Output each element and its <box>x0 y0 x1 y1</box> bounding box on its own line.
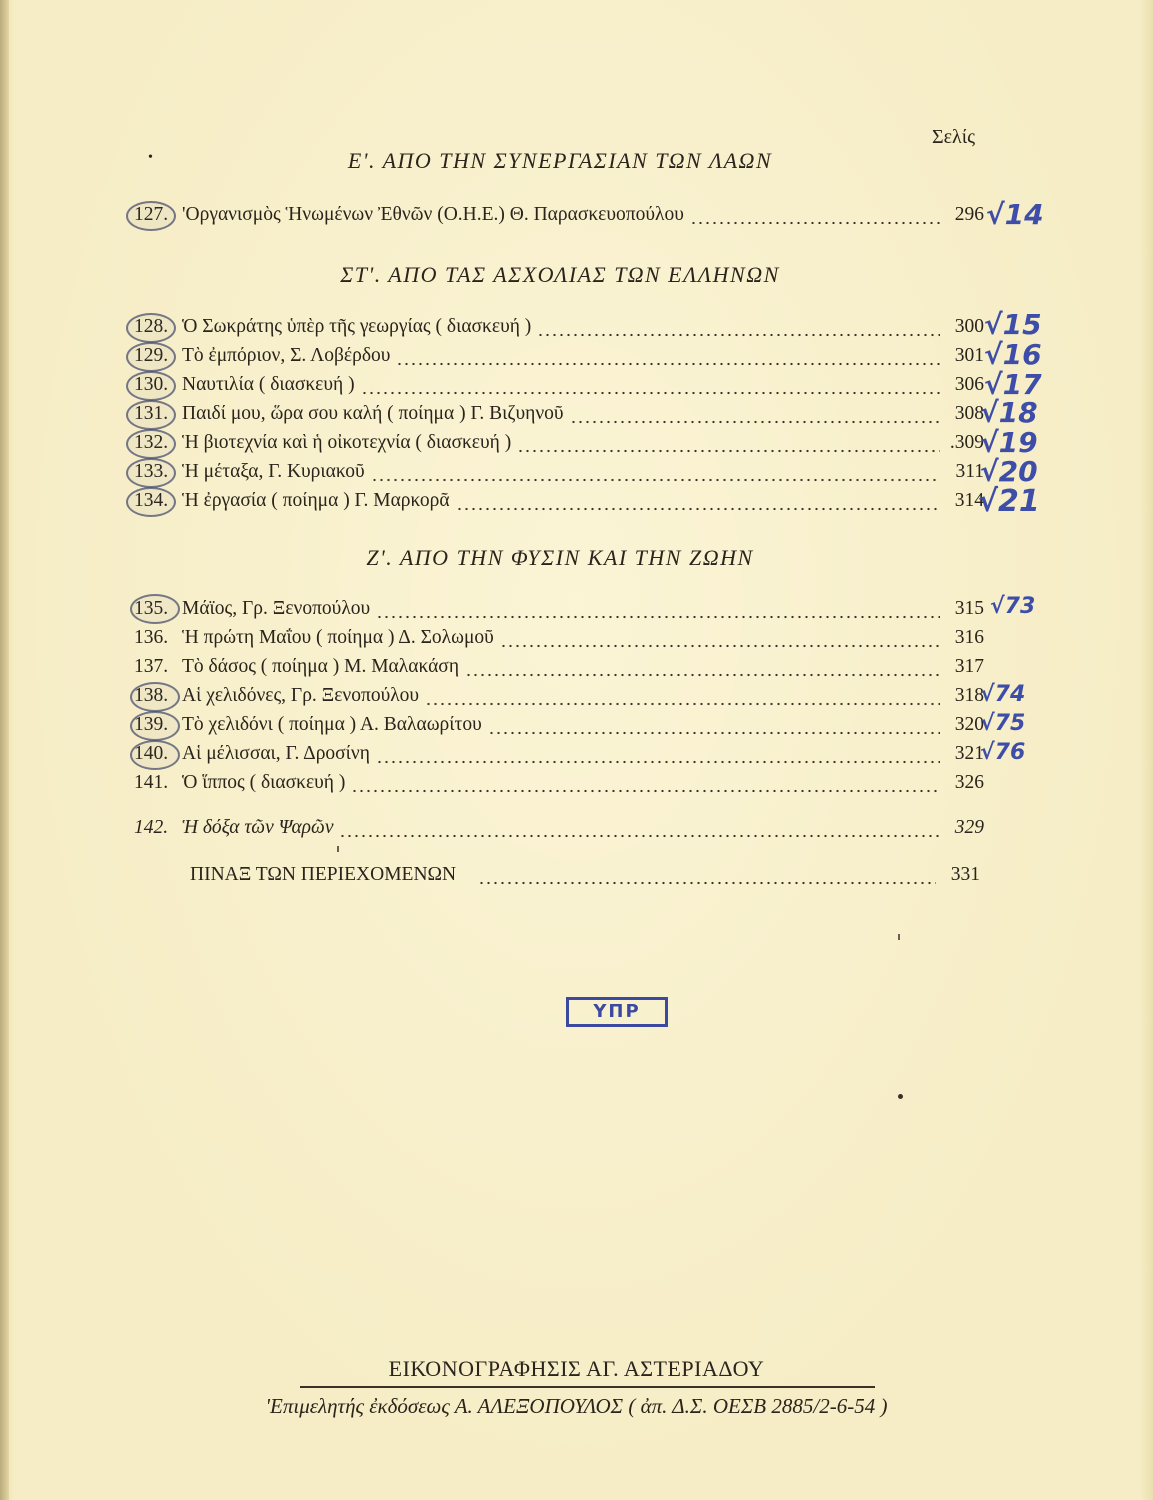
entry-number: 134. <box>134 490 169 511</box>
toc-entry-134[interactable] <box>134 490 984 516</box>
entry-page: 331 <box>950 864 980 885</box>
toc-entry-130[interactable] <box>134 374 984 400</box>
entry-page: .309 <box>949 432 984 453</box>
dot-leader <box>465 659 940 677</box>
dot-leader <box>500 630 940 648</box>
entry-page: 301 <box>954 345 984 366</box>
dot-leader <box>351 775 940 793</box>
dot-leader <box>456 493 940 511</box>
entry-page: 321 <box>954 743 984 764</box>
dot-leader <box>361 377 940 395</box>
entry-page: 320 <box>954 714 984 735</box>
entry-page: 318 <box>954 685 984 706</box>
dot-leader <box>488 717 940 735</box>
binding-edge <box>0 0 9 1500</box>
toc-entry-index[interactable] <box>190 864 980 890</box>
entry-number: 128. <box>134 316 169 337</box>
entry-page: 306 <box>954 374 984 395</box>
handwritten-check-mark: √17 <box>984 368 1042 401</box>
dot-leader <box>376 601 940 619</box>
entry-title: Τὸ ἐμπόριον, Σ. Λοβέρδου <box>182 345 391 366</box>
illustrations-credit: ΕΙΚΟΝΟΓΡΑΦΗΣΙΣ ΑΓ. ΑΣΤΕΡΙΑΔΟΥ <box>388 1356 765 1381</box>
toc-entry-139[interactable] <box>134 714 984 740</box>
toc-entry-133[interactable] <box>134 461 984 487</box>
pencil-circle <box>126 371 176 401</box>
ink-speck <box>898 1094 903 1099</box>
toc-entry-128[interactable] <box>134 316 984 342</box>
dot-leader <box>570 406 940 424</box>
entry-title: Παιδί μου, ὥρα σου καλή ( ποίημα ) Γ. Βιζυηνοῦ <box>182 403 564 424</box>
toc-entry-129[interactable] <box>134 345 984 371</box>
toc-entry-127[interactable] <box>134 204 984 230</box>
pencil-tick <box>898 934 900 940</box>
entry-page: 317 <box>954 656 984 677</box>
entry-page: 314 <box>954 490 984 511</box>
entry-page: 326 <box>954 772 984 793</box>
handwritten-check-mark: √19 <box>980 426 1038 459</box>
pencil-circle <box>126 400 176 430</box>
entry-number: 127. <box>134 204 169 225</box>
entry-number: 132. <box>134 432 169 453</box>
ink-dot: • <box>148 150 153 165</box>
entry-number: 140. <box>134 743 169 764</box>
section-heading-z: Ζ'. ΑΠΟ ΤΗΝ ΦΥΣΙΝ ΚΑΙ ΤΗΝ ΖΩΗΝ <box>366 545 754 570</box>
handwritten-check-mark: √15 <box>984 308 1042 341</box>
entry-page: 311 <box>955 461 984 482</box>
entry-title: ΠΙΝΑΞ ΤΩΝ ΠΕΡΙΕΧΟΜΕΝΩΝ <box>190 864 457 885</box>
handwritten-check-mark: √20 <box>980 455 1038 488</box>
toc-entry-140[interactable] <box>134 743 984 769</box>
dot-leader <box>478 867 936 885</box>
dot-leader <box>517 435 940 453</box>
pencil-circle <box>126 342 176 372</box>
handwritten-check-mark: √73 <box>990 594 1036 619</box>
entry-number: 133. <box>134 461 169 482</box>
dot-leader <box>396 348 940 366</box>
entry-page: 296 <box>954 204 984 225</box>
handwritten-check-mark: √16 <box>984 338 1042 371</box>
pencil-tick <box>337 846 339 852</box>
entry-title: Τὸ δάσος ( ποίημα ) Μ. Μαλακάση <box>182 656 460 677</box>
ink-stamp: ΥΠΡ <box>566 997 668 1027</box>
toc-entry-132[interactable] <box>134 432 984 458</box>
entry-number: 136. <box>134 627 169 648</box>
handwritten-check-mark: √76 <box>980 740 1026 765</box>
entry-number: 131. <box>134 403 169 424</box>
dot-leader <box>425 688 940 706</box>
pencil-circle <box>130 682 180 712</box>
entry-page: 308 <box>954 403 984 424</box>
entry-title: 'Οργανισμὸς Ἡνωμένων Ἐθνῶν (Ο.Η.Ε.) Θ. Παρασκευοπούλου <box>182 204 684 225</box>
entry-number: 139. <box>134 714 169 735</box>
entry-title: Ἡ δόξα τῶν Ψαρῶν <box>182 817 334 838</box>
editor-credit: 'Επιμελητής ἐκδόσεως Α. ΑΛΕΞΟΠΟΥΛΟΣ ( ἀπ. Δ.Σ. ΟΕΣΒ 2885/2-6-54 ) <box>265 1394 888 1418</box>
entry-number: 141. <box>134 772 169 793</box>
dot-leader <box>690 207 940 225</box>
entry-page: 315 <box>954 598 984 619</box>
pencil-circle <box>130 740 180 770</box>
toc-entry-142[interactable] <box>134 817 984 843</box>
dot-leader <box>339 820 940 838</box>
footer-divider <box>300 1386 875 1388</box>
toc-entry-141[interactable] <box>134 772 984 798</box>
entry-number: 130. <box>134 374 169 395</box>
dot-leader <box>376 746 940 764</box>
entry-page: 300 <box>954 316 984 337</box>
entry-number: 137. <box>134 656 169 677</box>
pencil-circle <box>126 429 176 459</box>
pencil-circle <box>126 487 176 517</box>
entry-title: Ἡ βιοτεχνία καὶ ἡ οἰκοτεχνία ( διασκευή ) <box>182 432 512 453</box>
toc-entry-138[interactable] <box>134 685 984 711</box>
handwritten-check-mark: √75 <box>980 711 1026 736</box>
section-heading-e: Ε'. ΑΠΟ ΤΗΝ ΣΥΝΕΡΓΑΣΙΑΝ ΤΩΝ ΛΑΩΝ <box>347 148 773 173</box>
entry-number: 142. <box>134 817 169 838</box>
entry-page: 316 <box>954 627 984 648</box>
entry-title: Ἡ πρώτη Μαΐου ( ποίημα ) Δ. Σολωμοῦ <box>182 627 494 648</box>
entry-page: 329 <box>954 817 984 838</box>
entry-title: Αἱ μέλισσαι, Γ. Δροσίνη <box>182 743 370 764</box>
entry-number: 138. <box>134 685 169 706</box>
entry-number: 129. <box>134 345 169 366</box>
section-heading-st: ΣΤ'. ΑΠΟ ΤΑΣ ΑΣΧΟΛΙΑΣ ΤΩΝ ΕΛΛΗΝΩΝ <box>340 262 780 287</box>
dot-leader <box>537 319 940 337</box>
dot-leader <box>371 464 940 482</box>
pencil-circle <box>126 313 176 343</box>
toc-entry-136[interactable] <box>134 627 984 653</box>
pencil-circle <box>130 711 180 741</box>
entry-title: Τὸ χελιδόνι ( ποίημα ) Α. Βαλαωρίτου <box>182 714 482 735</box>
entry-title: Ἡ ἐργασία ( ποίημα ) Γ. Μαρκορᾶ <box>182 490 450 511</box>
handwritten-check-mark: √74 <box>980 682 1026 707</box>
handwritten-check-mark: √14 <box>986 198 1044 231</box>
entry-title: Αἱ χελιδόνες, Γρ. Ξενοπούλου <box>182 685 420 706</box>
handwritten-check-mark: √18 <box>980 396 1038 429</box>
toc-entry-131[interactable] <box>134 403 984 429</box>
entry-number: 135. <box>134 598 169 619</box>
page-column-label: Σελίς <box>932 126 976 148</box>
entry-title: Ὁ Σωκράτης ὑπὲρ τῆς γεωργίας ( διασκευή ) <box>182 316 532 337</box>
toc-entry-135[interactable] <box>134 598 984 624</box>
toc-entry-137[interactable] <box>134 656 984 682</box>
pencil-circle <box>126 458 176 488</box>
handwritten-check-mark: √21 <box>978 484 1040 519</box>
entry-title: Ἡ μέταξα, Γ. Κυριακοῦ <box>182 461 365 482</box>
entry-title: Ναυτιλία ( διασκευή ) <box>182 374 355 395</box>
pencil-circle <box>126 201 176 231</box>
pencil-circle <box>130 594 180 624</box>
entry-title: Μάϊος, Γρ. Ξενοπούλου <box>182 598 371 619</box>
entry-title: Ὁ ἵππος ( διασκευή ) <box>182 772 346 793</box>
